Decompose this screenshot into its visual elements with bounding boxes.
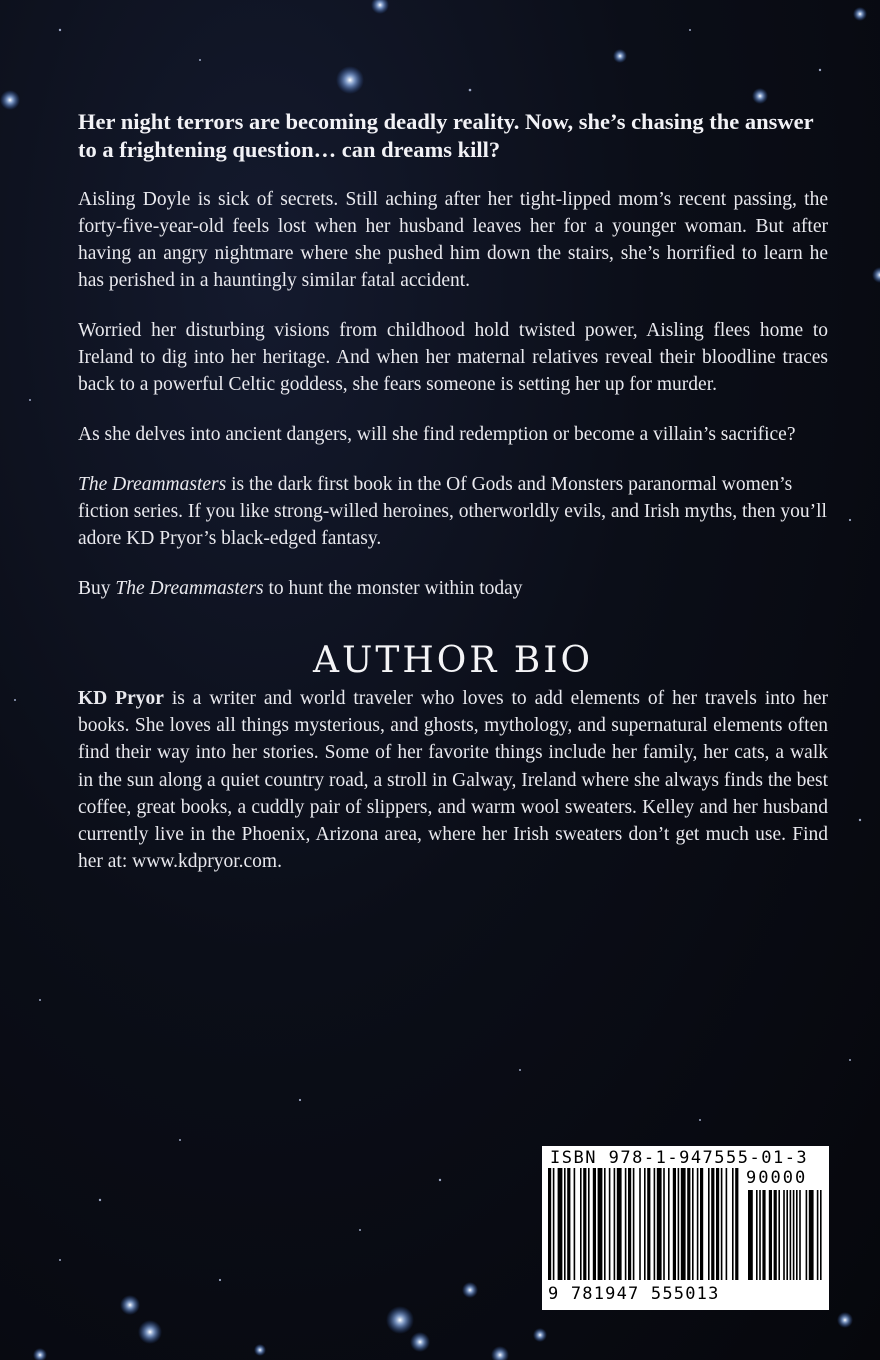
barcode-bar (564, 1168, 566, 1280)
barcode-bar (716, 1168, 719, 1280)
barcode-bar (692, 1168, 694, 1280)
blurb-paragraph-4 (78, 471, 828, 552)
barcode-bar (700, 1168, 703, 1280)
barcode-bar (614, 1168, 616, 1280)
call-to-action (78, 575, 828, 602)
addon-bar (762, 1190, 765, 1280)
barcode-bar (735, 1168, 738, 1280)
barcode-bar (609, 1168, 611, 1280)
isbn-barcode (542, 1146, 829, 1310)
barcode-bar (639, 1168, 641, 1280)
addon-bar (790, 1190, 792, 1280)
author-name: KD Pryor (78, 688, 164, 709)
barcode-bar (678, 1168, 680, 1280)
barcode-bar (663, 1168, 665, 1280)
barcode-bar (697, 1168, 699, 1280)
book-title: The Dreammasters (78, 474, 227, 495)
addon-bar (769, 1190, 772, 1280)
barcode-bar (681, 1168, 686, 1280)
addon-bar (774, 1190, 777, 1280)
barcode-bar (625, 1168, 627, 1280)
price-addon: 90000 (746, 1168, 808, 1188)
addon-bar (786, 1190, 788, 1280)
barcode-bar (548, 1168, 551, 1280)
addon-bar (778, 1190, 780, 1280)
barcode-bar (617, 1168, 622, 1280)
addon-bar (783, 1190, 785, 1280)
barcode-bar (553, 1168, 555, 1280)
isbn-number: ISBN 978-1-947555-01-3 (550, 1148, 809, 1168)
cta-suffix: to hunt the monster within today (263, 578, 523, 599)
barcode-bar (574, 1168, 576, 1280)
addon-bar (796, 1190, 798, 1280)
author-bio (78, 685, 828, 875)
addon-bar (820, 1190, 822, 1280)
barcode-bars (548, 1168, 823, 1284)
barcode-bar (721, 1168, 723, 1280)
author-bio-text: is a writer and world traveler who loves to add elements of her travels into her books. She loves all things mysterious, and ghosts, mythology, and supernatural elements often find their way into her stories. Some of her favorite things include her family, her cats, a walk in the sun along a quiet country road, a stroll in Galway, Ireland where she always finds the best coffee, great books, a cuddly pair of slippers, and warm wool sweaters. Kelley and her husband currently live in the Phoenix, Arizona area, where her Irish sweaters don’t get much use. Find her at: www.kdpryor.com. (78, 688, 828, 873)
barcode-bar (711, 1168, 714, 1280)
tagline: Her night terrors are becoming deadly reality. Now, she’s chasing the answer to a frightening question… can dreams kill? (78, 109, 814, 162)
barcode-bar (668, 1168, 670, 1280)
back-cover-text (78, 108, 828, 875)
barcode-bar (588, 1168, 590, 1280)
barcode-bar (558, 1168, 563, 1280)
barcode-bar (732, 1168, 734, 1280)
ean-number: 9 781947 555013 (548, 1284, 720, 1304)
addon-bar (756, 1190, 758, 1280)
barcode-bar (644, 1168, 646, 1280)
cta-prefix: Buy (78, 578, 116, 599)
addon-bar (806, 1190, 808, 1280)
author-bio-heading: AUTHOR BIO (313, 640, 593, 681)
addon-bar (817, 1190, 819, 1280)
barcode-bar (593, 1168, 596, 1280)
barcode-bar (673, 1168, 676, 1280)
barcode-bar (583, 1168, 586, 1280)
addon-bar (809, 1190, 814, 1280)
addon-bar (748, 1190, 753, 1280)
barcode-bar (628, 1168, 631, 1280)
addon-bar (799, 1190, 801, 1280)
barcode-bar (604, 1168, 606, 1280)
blurb-paragraph-1: Aisling Doyle is sick of secrets. Still aching after her tight-lipped mom’s recent passing, the forty-five-year-old feels lost when her husband leaves her for a younger woman. But after having an angry nightmare where she pushed him down the stairs, she’s horrified to learn he has perished in a hauntingly similar fatal accident. (78, 189, 828, 291)
barcode-bar (726, 1168, 728, 1280)
barcode-bar (598, 1168, 603, 1280)
barcode-bar (633, 1168, 635, 1280)
barcode-bar (654, 1168, 656, 1280)
barcode-bar (567, 1168, 570, 1280)
barcode-bar (580, 1168, 582, 1280)
barcode-bar (657, 1168, 662, 1280)
barcode-bar (687, 1168, 690, 1280)
barcode-bar (647, 1168, 650, 1280)
cta-book-title: The Dreammasters (115, 578, 264, 599)
blurb-paragraph-2: Worried her disturbing visions from childhood hold twisted power, Aisling flees home to Ireland to dig into her heritage. And when her maternal relatives reveal their bloodline traces back to a powerful Celtic goddess, she fears someone is setting her up for murder. (78, 320, 828, 395)
barcode-bar (708, 1168, 710, 1280)
addon-bar (759, 1190, 761, 1280)
addon-bar (793, 1190, 795, 1280)
blurb-paragraph-3: As she delves into ancient dangers, will she find redemption or become a villain’s sacrifice? (78, 424, 796, 445)
blurb-paragraph-4-text: is the dark first book in the Of Gods and Monsters paranormal women’s fiction series. If you like strong-willed heroines, otherworldly evils, and Irish myths, then you’ll adore KD Pryor’s black-edged fantasy. (78, 474, 827, 549)
